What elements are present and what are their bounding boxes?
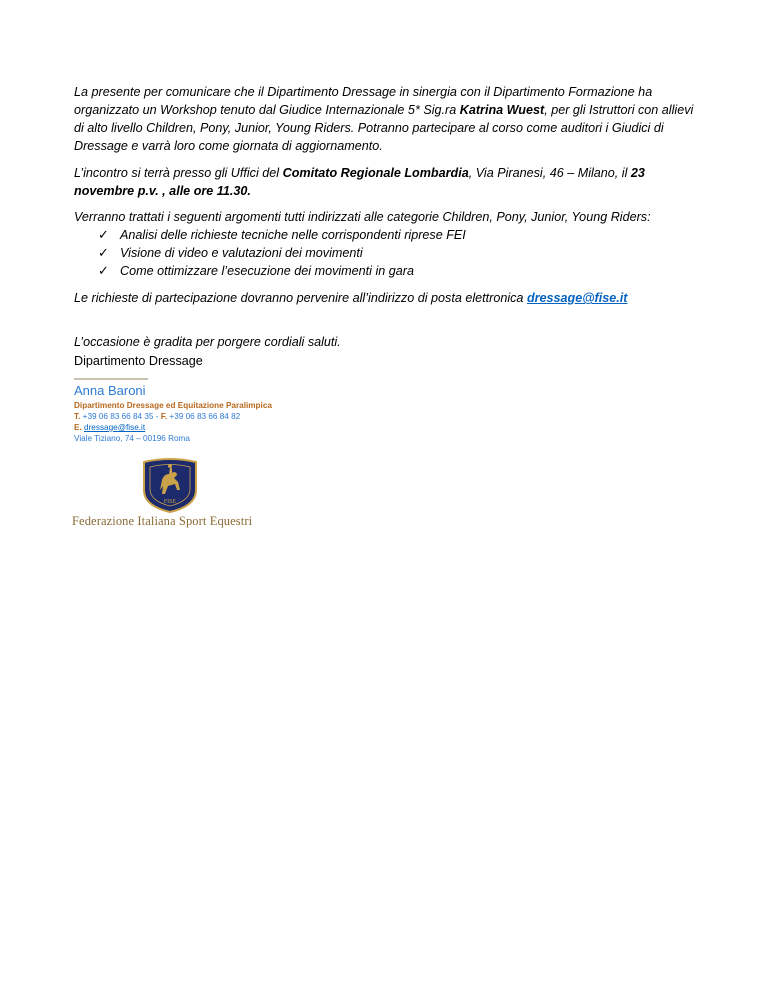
venue-text-a: L’incontro si terrà presso gli Uffici del	[74, 166, 283, 180]
logo-badge-text: FISE	[163, 499, 177, 505]
topic-label: Come ottimizzare l’esecuzione dei movimenti in gara	[120, 264, 414, 278]
topics-intro: Verranno trattati i seguenti argomenti tutti indirizzati alle categorie Children, Pony, Junior, Young Riders:	[74, 210, 651, 224]
topics-list	[98, 226, 466, 280]
topic-label: Visione di video e valutazioni dei movimenti	[120, 246, 363, 260]
intro-text-a: La presente per comunicare che il Dipartimento Dressage in sinergia con il Dipartimento Formazione ha organizzato un Workshop tenuto dal Giudice Internazionale 5* Sig.ra	[74, 85, 653, 117]
fax-number: +39 06 83 66 84 82	[169, 412, 241, 421]
signature-email-line	[74, 423, 145, 432]
signature-email-link[interactable]: dressage@fise.it	[84, 423, 146, 432]
checkmark-icon: ✓	[98, 227, 109, 242]
event-date: 23 novembre p.v. , alle ore 11.30.	[74, 166, 645, 198]
phone-number: +39 06 83 66 84 35	[82, 412, 154, 421]
list-item	[98, 226, 466, 244]
venue-text-c: , Via Piranesi, 46 – Milano, il	[468, 166, 631, 180]
intro-text-c: , per gli Istruttori con allievi di alto livello Children, Pony, Junior, Young Riders. Potranno partecipare al corso come auditori i Giudici di Dressage e varrà loro come giornata di aggiornamento.	[74, 103, 694, 153]
intro-paragraph	[74, 83, 704, 155]
judge-name: Katrina Wuest	[459, 103, 545, 117]
signature-phone-line	[74, 412, 240, 421]
signature-divider	[74, 378, 148, 380]
list-item	[98, 244, 466, 262]
federation-name: Federazione Italiana Sport Equestri	[72, 514, 253, 528]
venue-name: Comitato Regionale Lombardia	[282, 166, 469, 180]
venue-paragraph	[74, 164, 704, 200]
request-paragraph	[74, 289, 704, 307]
signature-name: Anna Baroni	[74, 383, 146, 398]
list-item	[98, 262, 466, 280]
topic-label: Analisi delle richieste tecniche nelle corrispondenti riprese FEI	[120, 228, 466, 242]
closing-paragraph: L’occasione è gradita per porgere cordiali saluti.	[74, 335, 341, 349]
email-label: E.	[74, 423, 82, 432]
checkmark-icon: ✓	[98, 263, 109, 278]
phone-label: T.	[74, 412, 81, 421]
signature-address: Viale Tiziano, 74 – 00196 Roma	[74, 434, 190, 443]
phone-separator: -	[153, 412, 161, 421]
checkmark-icon: ✓	[98, 245, 109, 260]
department-sign-off: Dipartimento Dressage	[74, 354, 203, 368]
request-text: Le richieste di partecipazione dovranno pervenire all’indirizzo di posta elettronica	[74, 291, 527, 305]
fax-label: F.	[160, 412, 168, 421]
signature-department: Dipartimento Dressage ed Equitazione Paralimpica	[74, 401, 272, 410]
email-link[interactable]: dressage@fise.it	[526, 291, 628, 305]
fise-logo-icon	[136, 456, 204, 514]
